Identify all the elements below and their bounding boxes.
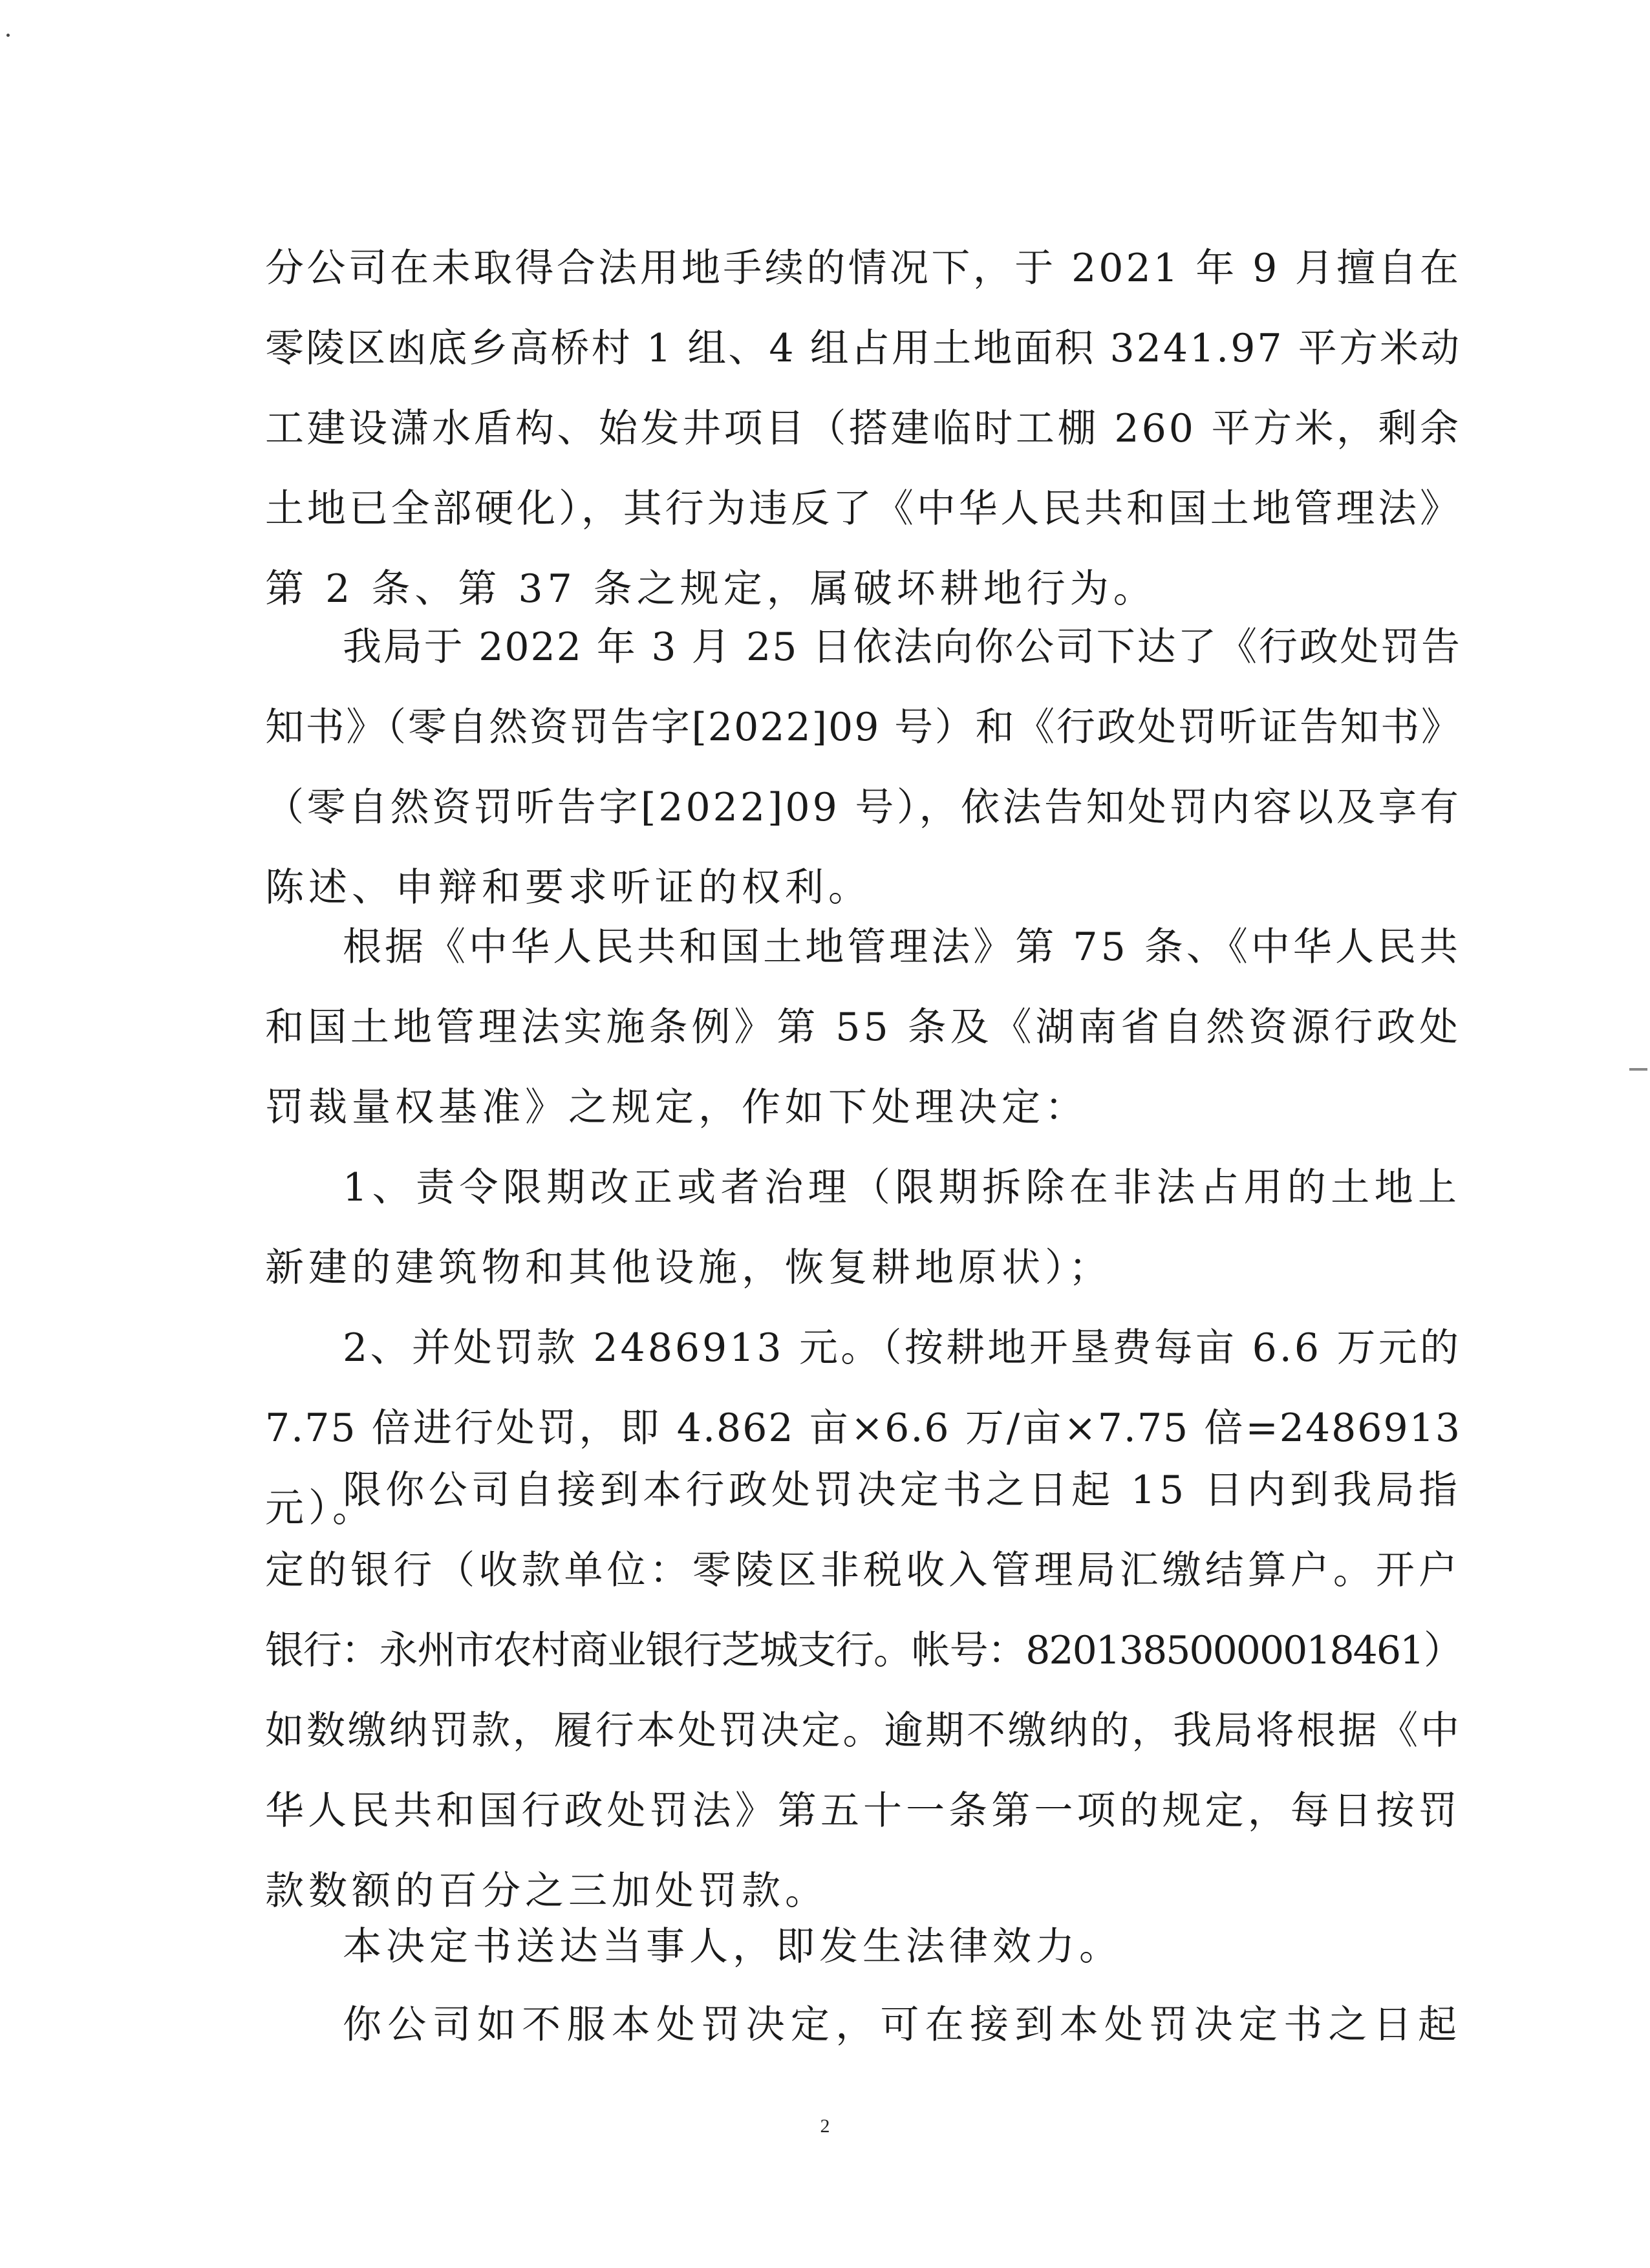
scan-speck	[6, 34, 10, 37]
text-line: 零陵区凼底乡高桥村 1 组、4 组占用土地面积 3241.97 平方米动	[265, 326, 1461, 371]
text-line: 华人民共和国行政处罚法》第五十一条第一项的规定，每日按罚	[265, 1788, 1461, 1834]
text-line: 根据《中华人民共和国土地管理法》第 75 条、《中华人民共	[343, 925, 1461, 970]
decision-item-1: 1、责令限期改正或者治理（限期拆除在非法占用的土地上	[343, 1165, 1461, 1210]
text-line: 7.75 倍进行处罚，即 4.862 亩×6.6 万/亩×7.75 倍=2486913	[265, 1406, 1461, 1451]
text-line: 银行：永州市农村商业银行芝城支行。帐号：82013850000018461）	[265, 1628, 1461, 1673]
text-line: 本决定书送达当事人，即发生法律效力。	[343, 1924, 1122, 1969]
text-line: 你公司如不服本处罚决定，可在接到本处罚决定书之日起	[343, 2002, 1461, 2048]
text-line: 分公司在未取得合法用地手续的情况下，于 2021 年 9 月擅自在	[265, 246, 1461, 291]
page-number: 2	[820, 2115, 830, 2137]
text-line: 定的银行（收款单位：零陵区非税收入管理局汇缴结算户。开户	[265, 1548, 1461, 1593]
text-line: 元）。	[265, 1486, 376, 1531]
text-line: 我局于 2022 年 3 月 25 日依法向你公司下达了《行政处罚告	[343, 625, 1461, 670]
paragraph-violation-facts	[265, 228, 1461, 629]
text-line: （零自然资罚听告字[2022]09 号），依法告知处罚内容以及享有	[265, 785, 1461, 830]
decision-item-2: 2、并处罚款 2486913 元。（按耕地开垦费每亩 6.6 万元的	[343, 1325, 1461, 1371]
text-line: 第 2 条、第 37 条之规定，属破坏耕地行为。	[265, 566, 1157, 612]
paragraph-appeal	[265, 1985, 1461, 2065]
text-line: 新建的建筑物和其他设施，恢复耕地原状）；	[265, 1245, 1112, 1290]
text-line: 限你公司自接到本行政处罚决定书之日起 15 日内到我局指	[343, 1468, 1461, 1513]
text-line: 如数缴纳罚款，履行本处罚决定。逾期不缴纳的，我局将根据《中	[265, 1708, 1461, 1753]
text-line: 陈述、申辩和要求听证的权利。	[265, 865, 872, 910]
paragraph-effect	[265, 1907, 1461, 1987]
text-line: 知书》（零自然资罚告字[2022]09 号）和《行政处罚听证告知书》	[265, 705, 1461, 750]
paragraph-payment	[265, 1450, 1461, 1931]
paragraph-notice	[265, 607, 1461, 928]
text-line: 罚裁量权基准》之规定，作如下处理决定：	[265, 1085, 1088, 1130]
text-line: 工建设潇水盾构、始发井项目（搭建临时工棚 260 平方米，剩余	[265, 406, 1461, 451]
text-line: 款数额的百分之三加处罚款。	[265, 1868, 828, 1914]
scan-speck	[1629, 1068, 1647, 1071]
text-line: 和国土地管理法实施条例》第 55 条及《湖南省自然资源行政处	[265, 1005, 1461, 1050]
text-line: 土地已全部硬化），其行为违反了《中华人民共和国土地管理法》	[265, 486, 1461, 531]
